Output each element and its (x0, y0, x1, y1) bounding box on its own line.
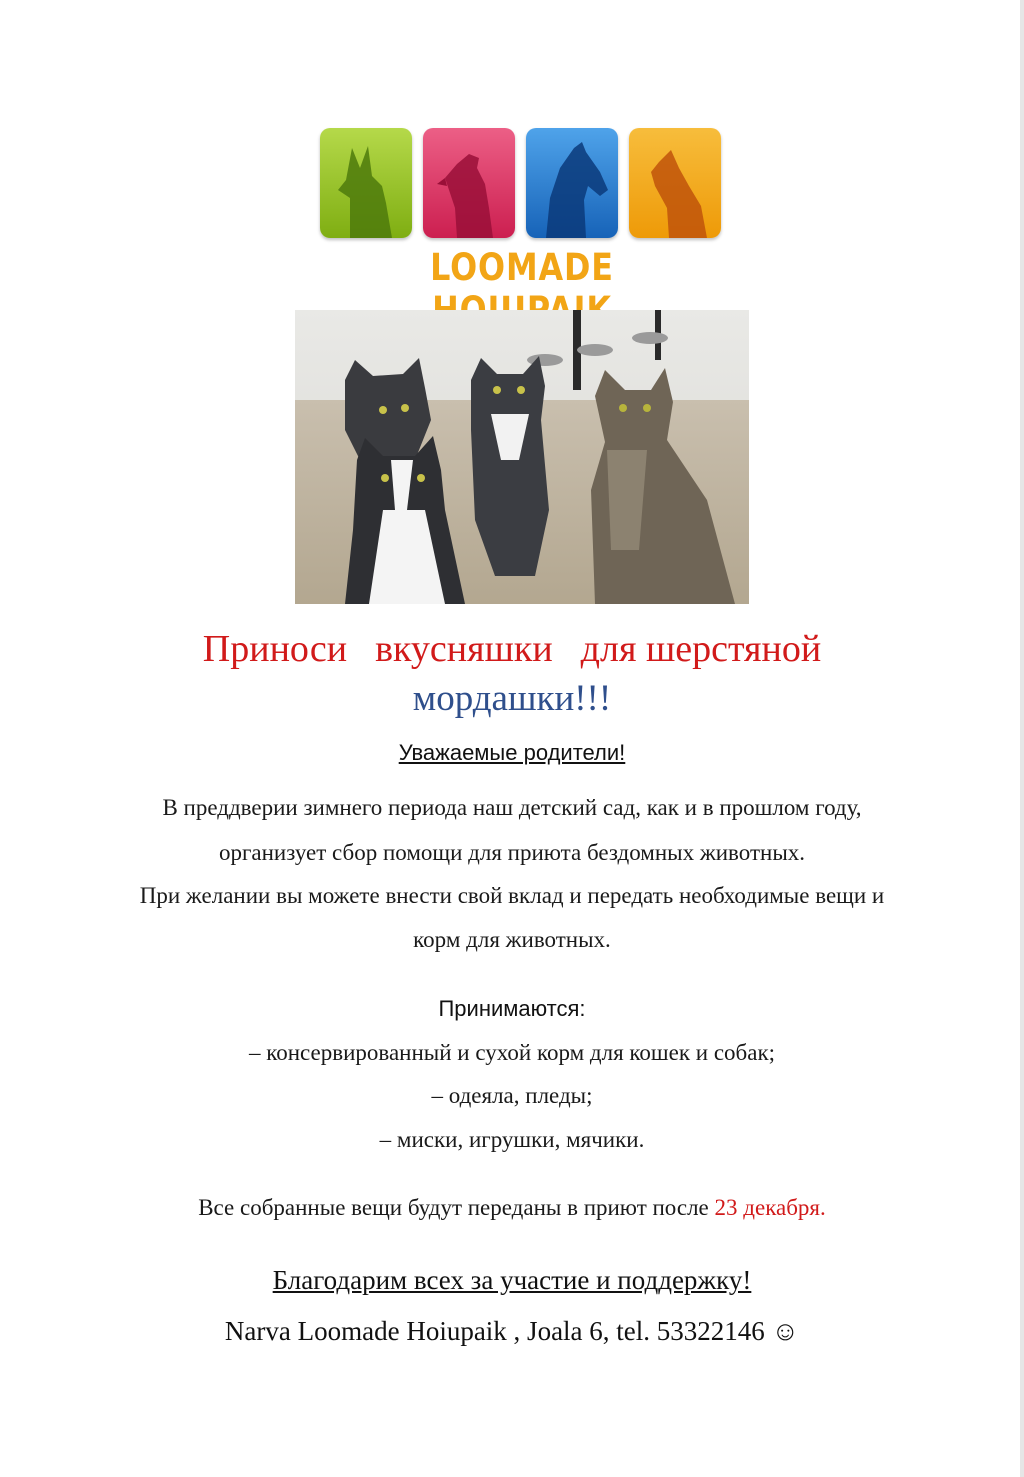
closing-note (0, 1195, 1024, 1221)
headline-word-2: вкусняшки (375, 628, 553, 670)
accepted-item: – консервированный и сухой корм для кошек и собак; (248, 1040, 776, 1065)
horse-icon (526, 128, 618, 238)
headline-word-1: Приноси (202, 628, 348, 670)
salutation-text: Уважаемые родители! (398, 740, 626, 765)
cats-photo (295, 310, 749, 604)
salutation (0, 740, 1024, 766)
paragraph-line-1: В преддверии зимнего периода наш детский сад, как и в прошлом году, (162, 795, 862, 820)
paragraph-line-4: корм для животных. (413, 927, 611, 952)
logo-wordmark: LOOMADE (430, 246, 614, 289)
contact-line: Narva Loomade Hoiupaik , Joala 6, tel. 53322146 ☺ (224, 1316, 800, 1346)
headline-line-1 (0, 627, 1024, 671)
paragraph-line-3: При желании вы можете внести свой вклад и передать необходимые вещи и (139, 883, 885, 908)
parrot-icon (423, 128, 515, 238)
shelter-logo (320, 128, 724, 298)
accepted-item: – одеяла, пледы; (431, 1083, 593, 1108)
paragraph-line-2: организует сбор помощи для приюта бездомных животных. (218, 840, 806, 865)
headline-word-3: для шерстяной (580, 628, 822, 670)
accepted-item: – миски, игрушки, мячики. (379, 1127, 645, 1152)
dog-icon (320, 128, 412, 238)
headline-line-2: мордашки!!! (412, 678, 612, 719)
thanks-line (0, 1265, 1024, 1296)
cat-icon (629, 128, 721, 238)
thanks-text: Благодарим всех за участие и поддержку! (272, 1265, 752, 1295)
closing-date: 23 декабря. (714, 1195, 826, 1220)
closing-text: Все собранные вещи будут переданы в приют после (198, 1195, 715, 1220)
accepted-title: Принимаются: (438, 996, 586, 1021)
